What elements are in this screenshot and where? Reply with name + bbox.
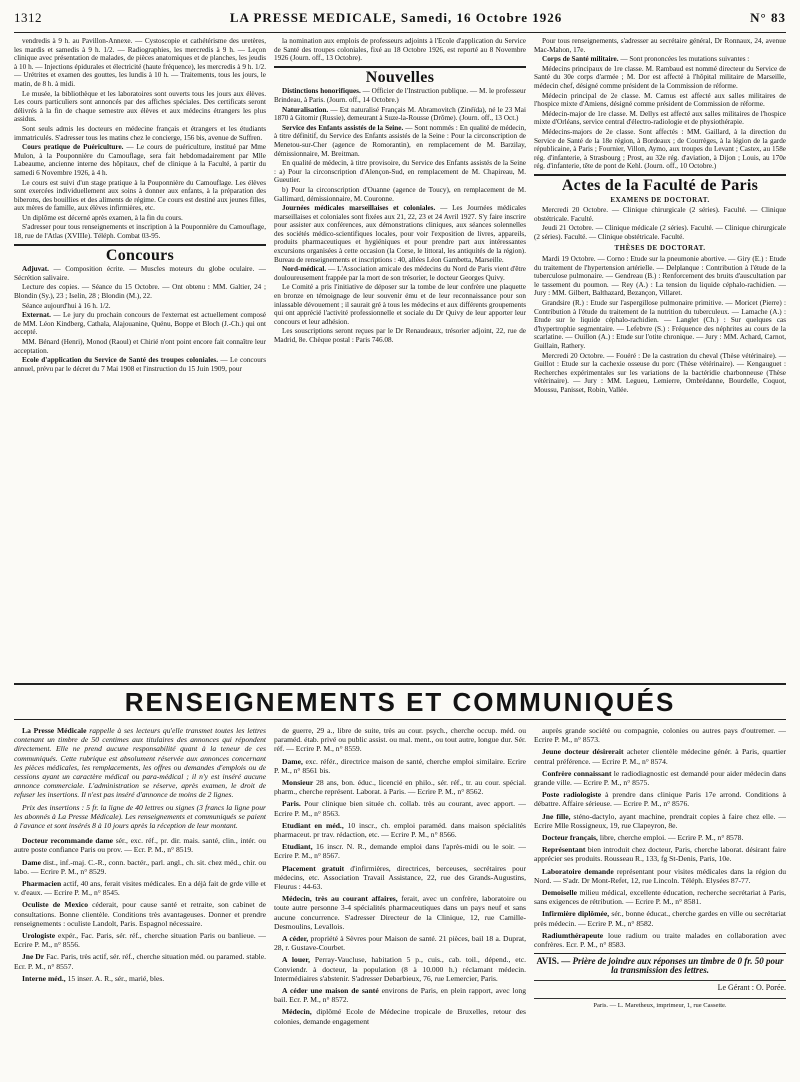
paragraph (274, 204, 526, 264)
gerant-line: Le Gérant : O. Porée. (534, 980, 786, 992)
paragraph-text: Perray-Vaucluse, habitation 5 p., cuis., cab. toil., dépend., etc. Conviendr. à docteur, la population (8 à 10.000 h.) réclamant médecin. Intermédiaires s'abstenir. S'adresser Debarbieux, 76, rue Lemercier, Paris. (274, 955, 526, 983)
paragraph (274, 821, 526, 839)
imprimeur-line: Paris. — L. Maretheux, imprimeur, 1, rue Cassette. (534, 998, 786, 1010)
paragraph (534, 352, 786, 395)
paragraph (14, 302, 266, 311)
avis-notice (534, 953, 786, 975)
paragraph-text: propriété à Sèvres pour Maison de santé. 21 pièces, bail 18 a. Duprat, 28, r. Gustave-Courbet. (274, 934, 526, 953)
paragraph-text: bien introduit chez docteur, Paris, cherche laborat. désirant faire apprécier ses produits. Rousseau R., 133, fg St-Denis, Paris, 10e. (534, 845, 786, 864)
paragraph (274, 934, 526, 952)
paragraph (274, 778, 526, 796)
run-in-heading: Nord-médical. (282, 265, 327, 274)
paragraph-text: expér., Fac. Paris, sér. réf., cherche situation Paris ou banlieue. — Ecrire P. M., n° 8556. (14, 931, 266, 950)
journal-title: LA PRESSE MEDICALE, Samedi, 16 Octobre 1926 (229, 10, 563, 25)
upper-columns (14, 37, 786, 677)
section-rule (534, 174, 786, 176)
paragraph-text: sér., bonne éducat., cherche gardes en ville ou secrétariat près médecin. — Ecrire P. M., n° 8582. (534, 909, 786, 928)
paragraph-text: le radiodiagnostic est demandé pour aider médecin dans grande ville. — Ecrire P. M., n° 8575. (534, 768, 786, 788)
paragraph-text: Médecin-major de 1re classe. M. Dellys est affecté aux salles militaires de l'hospice mixte d'Orléans, service central d'électro-radiologie et de physiothérapie. (534, 109, 786, 127)
paragraph-text: Séance aujourd'hui à 16 h. 1/2. (22, 301, 111, 310)
run-in-heading: Paris. (282, 799, 301, 809)
nouvelles-heading: Nouvelles (365, 68, 435, 86)
paragraph-text: Un diplôme est décerné après examen, à la fin du cours. (22, 213, 183, 222)
paragraph-text: — Les Journées médicales marseillaises et coloniales sont fixées aux 21, 22, 23 et 24 Avril 1927. S'y faire inscrire pour assister aux conférences, aux démonstrations cliniques, aux séances solennelles des sociétés médico-scientifiques locales, pour voir l'exposition de livres, appareils, produits pharmaceutiques et hygiéniques et pour prendre part aux intéressantes excursions organisées à cette occasion (la Corse, le littoral, les antiquités de la région). Bureau de renseignements et inscriptions : 40, allées Léon Gambetta, Marseille. (274, 204, 526, 264)
paragraph (14, 952, 266, 970)
paragraph-text: Mercredi 20 Octobre. — Fouéré : De la castration du cheval (Thèse vétérinaire). — Guillot : Etude sur la cachexie osseuse du porc (Thèse vétérinaire). — Kengauguet : Recherches expérimentales sur les variations de la bactéridie charbonneuse (Thèse vétérinaire). — Jury : MM. Legueu, Lemierre, Ombrédanne, Bourdelle, Coquot, Moussu, Panisset, Robin, Vallée. (534, 351, 786, 394)
paragraph (274, 186, 526, 203)
paragraph (274, 159, 526, 185)
ads-list-1 (14, 836, 266, 983)
paragraph (14, 265, 266, 282)
paragraph (534, 845, 786, 863)
paragraph-text: Le cours est suivi d'un stage pratique à la Pouponnière du Camouflage. Les élèves sont exercées individuellement aux soins à donner aux enfants, à la préparation des biberons, des bouillies et des aliments de régime. Ce cours est destiné aux jeunes filles, aux mères de famille, aux élèves infirmières, etc. (14, 178, 266, 213)
paragraph (274, 986, 526, 1004)
nouvelles-paragraphs (274, 87, 526, 344)
paragraph (534, 931, 786, 949)
theses-subheading: THÈSES DE DOCTORAT. (614, 244, 706, 253)
paragraph-text: Le Comité a pris l'initiative de déposer sur la tombe de leur confrère une plaquette en bronze en témoignage de leur souvenir ému et de leur reconnaissance pour son inlassable dévouement ; il saurait gré à tous les médecins et aux différents groupements qui ont apprécié l'activité professionnelle et sociale du Dr Quivy de leur apporter leur concours et leur adhésion. (274, 283, 526, 326)
section-rule (274, 66, 526, 68)
paragraph (274, 955, 526, 983)
paragraph (534, 790, 786, 808)
actes-heading: Actes de la Faculté de Paris (561, 176, 759, 194)
run-in-heading: Laboratoire demande (542, 866, 614, 876)
paragraph (14, 900, 266, 928)
paragraph-text: — L'Association amicale des médecins du Nord de Paris vient d'être douloureusement frappée par la mort de son trésorier, le docteur Georges Quivy. (274, 265, 526, 282)
paragraph (534, 128, 786, 171)
paragraph (534, 867, 786, 885)
run-in-heading: A céder une maison de santé (282, 986, 379, 996)
run-in-heading: Placement gratuit (282, 863, 345, 873)
ads-column-1 (14, 726, 266, 1076)
paragraph (534, 888, 786, 906)
paragraph-text: S'adresser pour tous renseignements et inscription à la Pouponnière du Camouflage, 18, rue de l'Atlas (XVIIIe). Téléph. Combat 03-95. (14, 223, 266, 241)
notice-p1: La Presse Médicale rappelle à ses lecteurs qu'elle transmet toutes les lettres contenant un timbre de 50 centimes aux titulaires des annonces qui répondent directement. Elle ne prend aucune responsabilité quant à la teneur de ces communiqués. Cette rubrique est absolument réservée aux annonces concernant les pièces médicales, les remplacements, les offres ou demandes d'emplois ou de cessions ayant un caractère médical ou para-médical ; il n'y est inséré aucune annonce commerciale. L'administration se réserve, après examen, le droit de refuser les insertions. Il n'est pas inséré d'annonce de moins de 2 lignes. (14, 726, 266, 800)
paragraph (14, 836, 266, 854)
communiques-banner: RENSEIGNEMENTS ET COMMUNIQUÉS (14, 683, 786, 720)
paragraph (14, 879, 266, 897)
run-in-heading: Docteur français, (542, 833, 598, 843)
paragraph (274, 864, 526, 892)
paragraph-text: diplômé Ecole de Médecine tropicale de Bruxelles, retour des colonies, demande engagement (274, 1007, 526, 1026)
paragraph (14, 283, 266, 300)
run-in-heading: Etudiant, (282, 842, 313, 852)
paragraph (534, 224, 786, 241)
ads-list-3 (534, 726, 786, 949)
col2-paragraphs (274, 37, 526, 63)
paragraph (534, 812, 786, 830)
paragraph-text: b) Pour la circonscription d'Ouanne (agence de Toucy), en remplacement de M. Gallimard, démissionnaire, M. Couronne. (274, 185, 526, 203)
concours-heading: Concours (105, 246, 175, 264)
run-in-heading: Docteur recommande dame (22, 836, 114, 846)
paragraph-text: ferait, avec un confrère, laboratoire ou toute autre personne 3-4 spécialités pharmaceutiques dans un pays neuf et sans aucune concurrence. S'adresser Directeur de la Clinique, 12, rue Camille-Desmoulins, Levallois. (274, 894, 526, 931)
run-in-heading: Monsieur (282, 778, 314, 788)
paragraph-text: 10 inscr., ch. emploi paraméd. dans maison spécialités pharmaceut. pr trav. rédaction, etc. — Ecrire P. M., n° 8566. (274, 820, 526, 840)
paragraph-text: vendredis à 9 h. au Pavillon-Annexe. — Cystoscopie et cathétérisme des uretères, les mardis et samedis à 9 h. 1/2. — Radiographies, les mercredis à 9 h. — Leçon clinique avec présentation de malades, de pièces anatomiques et de planches, les jeudis à 10 h. — Injections épidurales et électricité (haute fréquence), les mercredis à 9 h. 1/2. — Urétrites et examen des gouttes, les lundis à 10 h. — Traitements, tous les jours, le matin, de 8 h. à midi. (14, 37, 266, 88)
paragraph (534, 255, 786, 298)
paragraph-text: acheter clientèle médecine génér. à Paris, quartier central préférence. — Ecrire P. M., n° 8574. (534, 747, 786, 766)
avis-text: — Prière de joindre aux réponses un timbre de 0 fr. 50 pour la transmission des lettres. (559, 956, 784, 976)
paragraph (274, 799, 526, 817)
paragraph (534, 726, 786, 744)
run-in-heading: Urologiste (22, 931, 56, 941)
run-in-heading: Oculiste de Mexico (22, 900, 89, 910)
paragraph (274, 283, 526, 326)
paragraph (14, 311, 266, 337)
paragraph-text: — Le cours de puériculture, institué par Mme Mulon, à la Pouponnière du Camouflage, sera fait hebdomadairement par Mlle Labeaume, ancienne interne des hôpitaux, chef de clinique à la Faculté, à partir du samedi 6 Novembre 1926, à 4 h. (14, 143, 266, 177)
paragraph (534, 206, 786, 223)
run-in-heading: Pharmacien (22, 879, 62, 889)
run-in-heading: Service des Enfants assistés de la Seine. (282, 123, 404, 132)
column-3 (534, 37, 786, 677)
notice-block (14, 726, 266, 830)
run-in-heading: Naturalisation. (282, 105, 329, 114)
run-in-heading: Distinctions honorifiques. (282, 87, 361, 96)
paragraph-text: représentant pour visites médicales dans la région du Nord. — S'adr. Dr Mont-Refet, 12, rue Lincoln. Téléph. Elysées 87-77. (534, 866, 786, 885)
issue-number: N° 83 (750, 10, 786, 25)
paragraph-text: Mercredi 20 Octobre. — Clinique chirurgicale (2 séries). Faculté. — Clinique obstétricale. Faculté. (534, 206, 786, 223)
paragraph (14, 338, 266, 355)
paragraph (274, 842, 526, 860)
paragraph-text: — Le jury du prochain concours de l'externat est actuellement composé de MM. Léon Kindberg, Cathala, Alajouanine, Quénu, Boppe et Bloch (J.-Ch.) qui ont accepté. (14, 311, 266, 337)
column-2 (274, 37, 526, 677)
paragraph-text: la nomination aux emplois de professeurs adjoints à l'Ecole d'application du Service de Santé des troupes coloniales, fixé au 18 Octobre 1926, est reporté au 8 Novembre 1926 (Journ. off., 13 Octobre). (274, 37, 526, 63)
paragraph-text: MM. Bénard (Henri), Monod (Raoul) et Chirié n'ont point encore fait connaître leur acceptation. (14, 338, 266, 355)
ads-list-2 (274, 726, 526, 1026)
run-in-heading: Représentant (542, 845, 586, 855)
paragraph-text: Les souscriptions seront reçues par le Dr Renaudeaux, trésorier adjoint, 22, rue de Madrid, 8e. Chèque postal : Paris 746.08. (274, 327, 526, 344)
paragraph-text: Médecin principal de 2e classe. M. Camus est affecté aux salles militaires de l'hospice mixte d'Amiens, désigné comme président de Commission de réforme. (534, 91, 786, 109)
paragraph-text: environs de Paris, en plein rapport, avec long bail. Ecr. P. M., n° 8572. (274, 986, 526, 1005)
run-in-heading: Etudiant en méd., (282, 820, 344, 830)
paragraph-text: 15 inser. A. R., sér., marié, bles. (65, 973, 165, 983)
paragraph-text: Médecins-majors de 2e classe. Sont affectés : MM. Gaillard, à la direction du Service de Santé de la 18e région, à Bordeaux ; de Courrèges, à la légion de la garde républicaine, à Paris ; Fournier, Villon, Aymo, aux troupes du Levant ; Castex, au 158e rég. d'infanterie, à Strasbourg ; Prost, au 32e rég. d'aviation, à Dijon ; Louis, au 170e rég. d'infanterie, tête de pont de Kehl. (Journ. off., 10 Octobre.) (534, 127, 786, 171)
theses-paragraphs (534, 255, 786, 395)
paragraph-text: 16 inscr. N. R., demande emploi dans l'après-midi ou le soir. — Ecrire P. M., n° 8567. (274, 842, 526, 861)
paragraph (534, 37, 786, 54)
paragraph (274, 327, 526, 344)
paragraph (534, 299, 786, 351)
run-in-heading: Infirmière diplômée, (542, 909, 610, 919)
paragraph-text: Jeudi 21 Octobre. — Clinique médicale (2 séries). Faculté. — Clinique chirurgicale (2 séries). Faculté. — Clinique obstétricale. Faculté. (534, 224, 786, 241)
col3-paragraphs (534, 37, 786, 171)
paragraph (534, 92, 786, 109)
paragraph (274, 265, 526, 282)
paragraph-text: exc. référ., directrice maison de santé, cherche emploi similaire. Ecrire P. M., n° 8561 bis. (274, 756, 526, 775)
paragraph-text: d'infirmières, directrices, berceuses, secrétaires pour médecins, etc. Association Travail Assistance, 22, rue des Grands-Augustins, Fleurus : 44-63. (274, 863, 526, 892)
paragraph (274, 124, 526, 158)
column-1 (14, 37, 266, 677)
run-in-heading: A louer, (282, 955, 310, 965)
paragraph-text: — Est naturalisé Français M. Abramovitch (Zinéïda), né le 23 Mai 1870 à Gitomir (Russie), demeurant à Suze-la-Rousse (Drôme). (Journ. off., 13 Oct.) (274, 105, 526, 123)
run-in-heading: Médecin, (282, 1007, 312, 1017)
paragraph (14, 214, 266, 223)
paragraph (534, 55, 786, 64)
paragraph (14, 143, 266, 177)
run-in-heading: Confrère connaissant (542, 768, 612, 778)
run-in-heading: Corps de Santé militaire. (542, 55, 619, 64)
paragraph-text: Mardi 19 Octobre. — Corno : Etude sur la pneumonie abortive. — Giry (E.) : Etude du traitement de l'hypertension artérielle. — Delplanque : Contribution à l'étude de la tuberculose pulmonaire. — Gendreau (B.) : Renforcement des bruits d'auscultation par le tassement du poumon. — Rey (A.) : La tension du liquide céphalo-rachidien. — Jury : MM. Gilbert, Balthazard, Bezançon, Villaret. (534, 255, 786, 298)
paragraph-text: Sont seuls admis les docteurs en médecine français et étrangers et les étudiants immatriculés. S'adresser tous les matins chez le concierge, 156 bis, avenue de Suffren. (14, 124, 266, 142)
run-in-heading: Jeune docteur désirerait (542, 747, 624, 757)
paragraph-text: sér., exc. réf., pr. dir. mais. santé, clin., intér. ou autre poste confiance Paris ou prov. — Ecr. P. M., n° 8519. (14, 836, 266, 855)
ads-column-3 (534, 726, 786, 1076)
run-in-heading: Interne méd., (22, 973, 66, 983)
paragraph (534, 833, 786, 842)
paragraph (14, 179, 266, 213)
paragraph-text: sténo-dactylo, ayant machine, prendrait copies à faire chez elle. — Ecrire Mlle Rossigneux, 19, rue Clapeyron, 8e. (534, 811, 786, 830)
paragraph-text: Pour clinique bien située ch. collab. très au courant, avec apport. — Ecrire P. M., n° 8563. (274, 799, 526, 818)
run-in-heading: Dame, (282, 756, 303, 766)
paragraph-text: céderait, pour cause santé et retraite, son cabinet de consultations. Bonne clientèle. Conditions très avantageuses. Donner et prendre renseignements : oculiste Landolt, Paris. Espagnol nécessaire. (14, 900, 266, 928)
paragraph (274, 894, 526, 931)
paragraph-text: Grandsire (R.) : Etude sur l'aspergillose pulmonaire primitive. — Moricet (Pierre) : Contribution à l'étude du traitement de la nutrition du tuberculeux. — Lamache (A.) : Etude sur le liquide céphalo-rachidien. — Langlet (Ch.) : Sur quelques cas d'hypertrophie segmentaire. — Lefebvre (S.) : Fréquence des néphrites au cours de la scarlatine. — Ouillon (A.) : Etude sur l'otite chronique. — Jury : MM. Achard, Carnot, Guillain, Rathery. (534, 299, 786, 350)
paragraph (14, 125, 266, 142)
paragraph (274, 726, 526, 754)
paragraph-text: auprès grande société ou compagnie, colonies ou autres pays d'outremer. — Ecrire P. M., n° 8573. (534, 726, 786, 745)
examens-subheading: EXAMENS DE DOCTORAT. (610, 195, 710, 204)
paragraph (14, 858, 266, 876)
paragraph-text: libre, cherche emploi. — Ecrire P. M., n° 8578. (597, 833, 744, 843)
paragraph-text: Médecins principaux de 1re classe. M. Rambaud est nommé directeur du Service de Santé du 30e corps d'armée ; M. Dor est affecté à l'hôpital militaire de Marseille, médecin chef, désigné comme président de la Commission de réforme. (534, 64, 786, 90)
paragraph-text: Lecture des copies. — Séance du 15 Octobre. — Ont obtenu : MM. Galtier, 24 ; Blondin (Sy.), 23 ; Iselin, 28 ; Blondin (M.), 22. (14, 283, 266, 301)
run-in-heading: Jne fille, (542, 811, 571, 821)
run-in-heading: Externat. (22, 311, 51, 320)
paragraph (274, 757, 526, 775)
paragraph-text: — Le concours annuel, prévu par le décret du 7 Mai 1908 et l'instruction du 15 Juin 1909, pour (14, 356, 266, 373)
running-header (14, 0, 786, 33)
page-number: 1312 (14, 10, 42, 25)
paragraph (534, 909, 786, 927)
paragraph-text: loue radium ou traite malades en collaboration avec confrères. Ecr. P. M., n° 8583. (534, 930, 786, 950)
paragraph (274, 87, 526, 104)
paragraph (14, 356, 266, 373)
paragraph-text: 28 ans, bon. éduc., licencié en philo., sér. réf., tr. au cour. spécial. pharm., cherche représent. Laborat. à Paris. — Ecrire P. M., n° 8562. (274, 778, 526, 797)
paragraph-text: — Officier de l'Instruction publique. — M. le professeur Brindeau, à Paris. (Journ. off., 14 Octobre.) (274, 87, 526, 104)
run-in-heading: Médecin, très au courant affaires, (282, 894, 398, 904)
paragraph-text: Le musée, la bibliothèque et les laboratoires sont ouverts tous les jours aux élèves. Les cours particuliers sont annoncés par des affiches spéciales. Des certificats seront délivrés à la fin de chaque semestre aux élèves et aux médecins étrangers les plus assidus. (14, 89, 266, 124)
run-in-heading: A céder, (282, 934, 309, 944)
paragraph-text: — Sont prononcées les mutations suivantes : (618, 55, 750, 64)
run-in-heading: Ecole d'application du Service de Santé des troupes coloniales. (22, 356, 218, 365)
run-in-heading: Jne Dr (22, 952, 45, 962)
paragraph (14, 37, 266, 89)
paragraph-text: actif, 40 ans, ferait visites médicales. En a déjà fait de grde ville et v. d'eaux. — Ecrire P. M., n° 8545. (14, 879, 266, 898)
paragraph-text: Fac. Paris, très actif, sér. réf., cherche situation méd. ou paramed. stable. Ecr. P. M., n° 8557. (14, 952, 266, 971)
paragraph-text: — Composition écrite. — Muscles moteurs du globe oculaire. — Sécrétion salivaire. (14, 265, 266, 282)
paragraph (534, 65, 786, 91)
paragraph (14, 974, 266, 983)
paragraph-text: à prendre dans clinique Paris 17e arrond. Conditions à débattre. Affaire sérieuse. — Ecrire P. M., n° 8576. (534, 790, 786, 809)
lower-columns (14, 726, 786, 1076)
run-in-heading: Dame (22, 857, 41, 867)
paragraph (534, 769, 786, 787)
run-in-heading: Cours pratique de Puériculture. (22, 143, 124, 152)
run-in-heading: Adjuvat. (22, 265, 49, 274)
run-in-heading: Radiumthérapeute (542, 930, 604, 940)
paragraph (14, 223, 266, 240)
paragraph-text: dist., inf.-maj. C.-R., conn. bactér., parl. angl., ch. sit. chez méd., chir. ou labo. — Ecrire P. M., n° 8529. (14, 857, 266, 876)
paragraph-text: de guerre, 29 a., libre de suite, très au cour. psych., cherche occup. méd. ou paraméd. étab. privé ou public assist. ou mal. ment., ou tout autre, longue dur. Sér. réf. — Ecrire P. M., n° 8559. (274, 726, 526, 754)
concours-paragraphs (14, 265, 266, 373)
paragraph (534, 110, 786, 127)
paragraph (274, 106, 526, 123)
paragraph-text: — Sont nommés : En qualité de médecin, à titre définitif, du Service des Enfants assistés de la Seine : Pour la circonscription de Menetou-sur-Cher (agence de Romorantin), en remplacement de M. Barzilay, démissionnaire, M. Breitman. (274, 123, 526, 158)
run-in-heading: Journées médicales marseillaises et coloniales. (282, 204, 436, 213)
avis-label: AVIS. (536, 956, 560, 967)
paragraph (274, 1007, 526, 1025)
paragraph-text: Pour tous renseignements, s'adresser au secrétaire général, Dr Ronnaux, 24, avenue Mac-Mahon, 17e. (534, 37, 786, 54)
examens-paragraphs (534, 206, 786, 241)
run-in-heading: Demoiselle (542, 888, 578, 898)
paragraph (14, 90, 266, 124)
col1-paragraphs (14, 37, 266, 241)
section-rule (14, 244, 266, 246)
paragraph (534, 747, 786, 765)
paragraph-text: En qualité de médecin, à titre provisoire, du Service des Enfants assistés de la Seine : a) Pour la circonscription d'Alençon-Sud, en remplacement de M. Chapireau, M. Gueutier. (274, 159, 526, 185)
paragraph (14, 931, 266, 949)
notice-p2: Prix des insertions : 5 fr. la ligne de 40 lettres ou signes (3 francs la ligne pour les abonnés à La Presse Médicale). Les renseignements et communiqués se paient à l'avance et sont insérés 8 à 10 jours après la réception de leur montant. (14, 802, 266, 831)
paragraph (274, 37, 526, 63)
paragraph-text: milieu médical, excellente éducation, recherche secrétariat à Paris, sans exigences de rétribution. — Ecrire P. M., n° 8581. (534, 888, 786, 907)
run-in-heading: Poste radiologiste (542, 790, 602, 800)
ads-column-2 (274, 726, 526, 1076)
